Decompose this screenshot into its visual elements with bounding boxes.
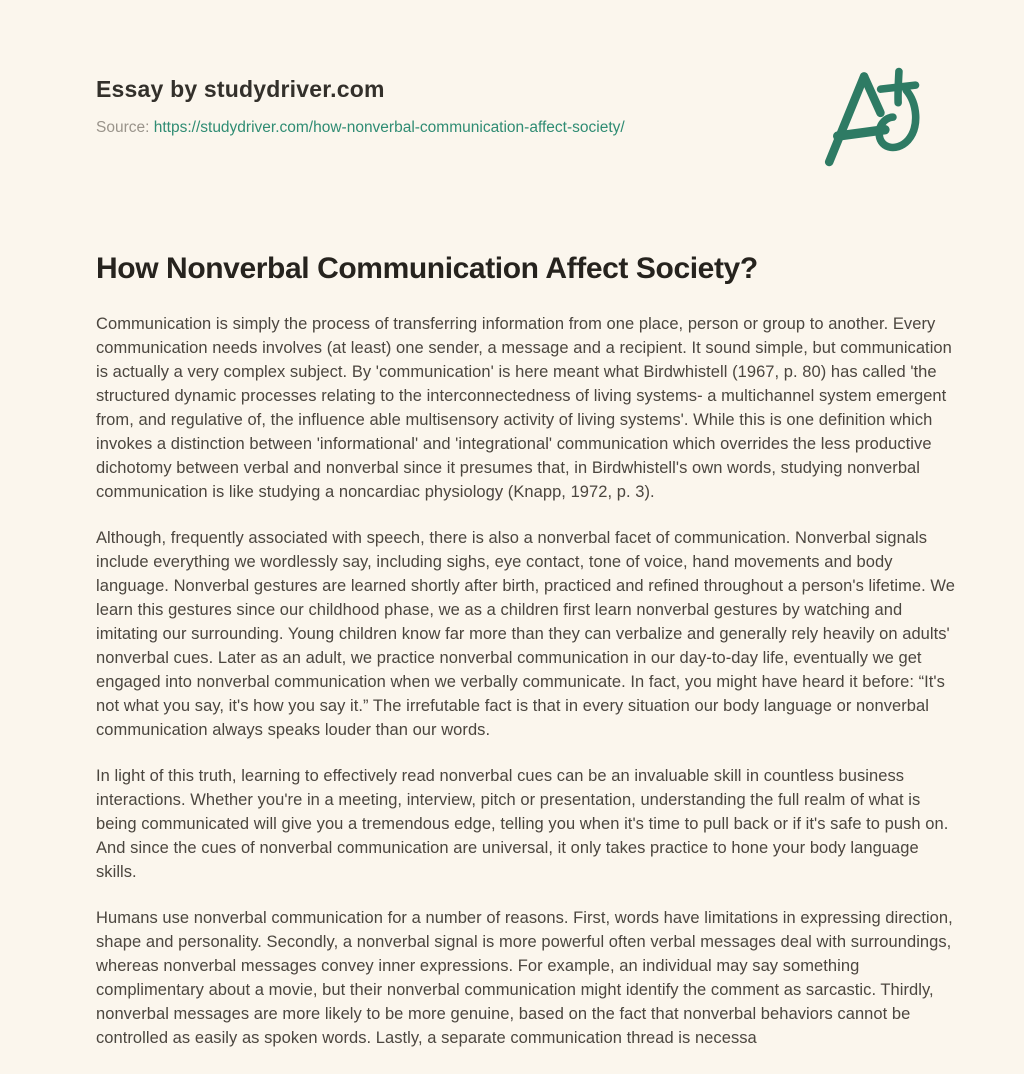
- essay-paragraph-2: Although, frequently associated with speech, there is also a nonverbal facet of communication. Nonverbal signals include everything we wordlessly say, including sighs, eye contact, tone of voice, hand movements and body language. Nonverbal gestures are learned shortly after birth, practiced and refined throughout a person's lifetime. We learn this gestures since our childhood phase, we as a children first learn nonverbal gestures by watching and imitating our surrounding. Young children know far more than they can verbalize and generally rely heavily on adults' nonverbal cues. Later as an adult, we practice nonverbal communication in our day-to-day life, eventually we get engaged into nonverbal communication when we verbally communicate. In fact, you might have heard it before: “It's not what you say, it's how you say it.” The irrefutable fact is that in every situation our body language or nonverbal communication always speaks louder than our words.: [96, 529, 955, 739]
- essay-paragraph-1: Communication is simply the process of transferring information from one place, person or group to another. Every communication needs involves (at least) one sender, a message and a recipient. It sound simple, but communication is actually a very complex subject. By 'communication' is here meant what Birdwhistell (1967, p. 80) has called 'the structured dynamic processes relating to the interconnectedness of living systems- a multichannel system emergent from, and regulative of, the influence able multisensory activity of living systems'. While this is one definition which invokes a distinction between 'informational' and 'integrational' communication which overrides the less productive dichotomy between verbal and nonverbal since it presumes that, in Birdwhistell's own words, studying nonverbal communication is like studying a noncardiac physiology (Knapp, 1972, p. 3).: [96, 315, 952, 501]
- document-header: [96, 0, 964, 137]
- page-title: Essay by studydriver.com: [96, 76, 385, 102]
- essay-title: How Nonverbal Communication Affect Society?: [96, 252, 758, 285]
- a-plus-logo-icon: [818, 60, 928, 170]
- essay-body: [96, 312, 964, 1050]
- source-label: Source:: [96, 119, 150, 136]
- essay-paragraph-3: In light of this truth, learning to effectively read nonverbal cues can be an invaluable skill in countless business interactions. Whether you're in a meeting, interview, pitch or presentation, understanding the full realm of what is being communicated will give you a tremendous edge, telling you when it's time to pull back or if it's safe to push on. And since the cues of nonverbal communication are universal, it only takes practice to hone your body language skills.: [96, 767, 949, 881]
- studydriver-logo: [818, 60, 928, 170]
- essay-paragraph-4: Humans use nonverbal communication for a number of reasons. First, words have limitations in expressing direction, shape and personality. Secondly, a nonverbal signal is more powerful often verbal messages deal with surroundings, whereas nonverbal messages convey inner expressions. For example, an individual may say something complimentary about a movie, but their nonverbal communication might identify the comment as sarcastic. Thirdly, nonverbal messages are more likely to be more genuine, based on the fact that nonverbal behaviors cannot be controlled as easily as spoken words. Lastly, a separate communication thread is necessa: [96, 909, 953, 1047]
- source-url-link[interactable]: https://studydriver.com/how-nonverbal-communication-affect-society/: [153, 119, 625, 136]
